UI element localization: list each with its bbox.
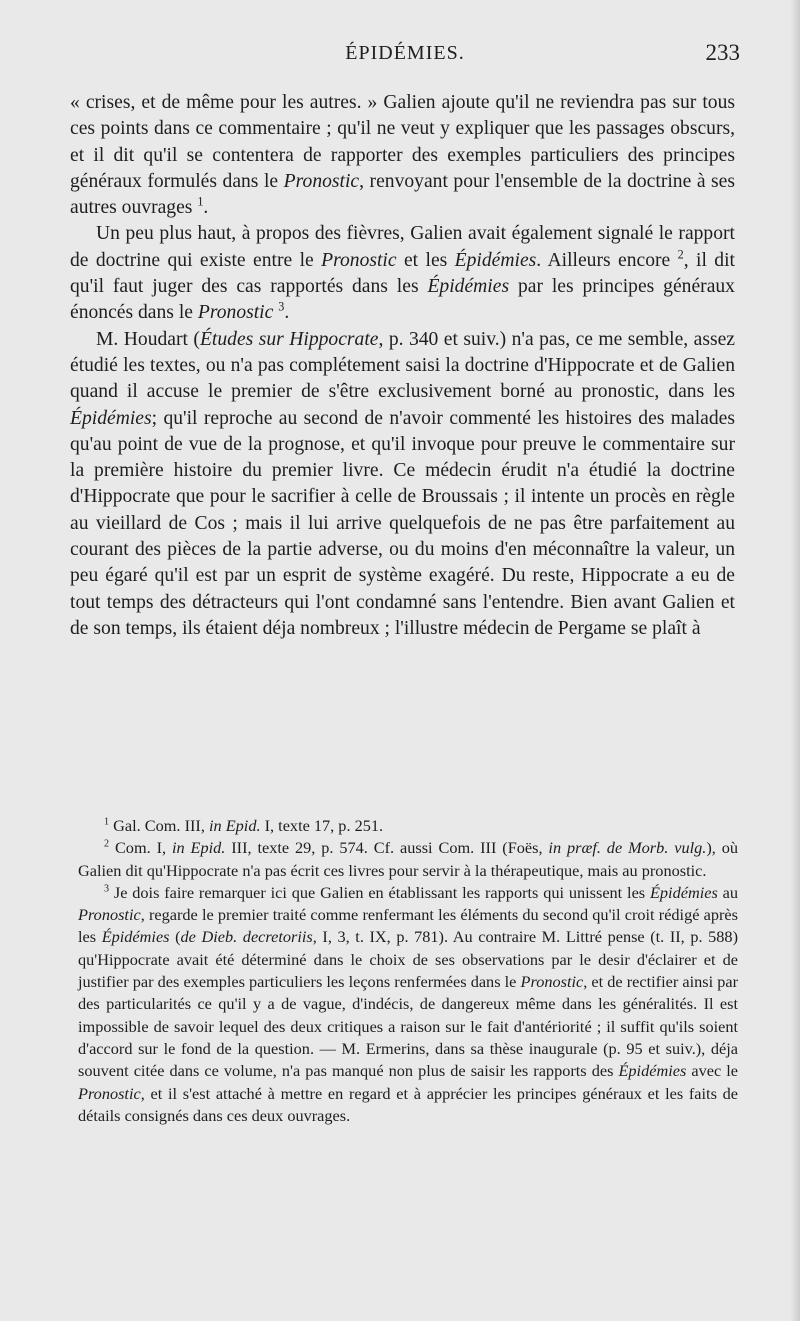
italic-text: Pronostic [321,249,397,271]
text-run: . Ailleurs encore [536,249,678,271]
footnote-marker: 3 [278,299,285,314]
text-run: Je dois faire remarquer ici que Galien en établissant les rapports qui unissent les [109,882,650,902]
italic-text: Épidémies [649,882,718,902]
text-run: , renvoyant pour l'ensemble de la doctrine à ses autres ouvrages [70,170,735,219]
paragraph [70,327,735,643]
footnotes [78,815,738,1127]
italic-text: Épidémies [427,276,510,298]
italic-text: Épidémies [618,1061,687,1081]
paragraph [70,221,735,326]
italic-text: Pronostic [520,972,584,992]
footnote-marker: 1 [197,194,204,209]
text-run: , p. 340 et suiv.) n'a pas, ce me semble, assez étudié les textes, ou n'a pas complétement saisi la doctrine d'Hippocrate et de Galien quand il accuse le premier de s'être exclusivement borné au pronostic, dans les [70,328,735,403]
italic-text: Épidémies [70,407,152,429]
italic-text: Épidémies [454,249,537,271]
paragraph [70,90,735,221]
footnote-marker: 2 [104,838,110,850]
italic-text: Études sur Hippocrate [199,328,379,350]
italic-text: in Epid. [171,838,226,858]
text-run: , et il s'est attaché à mettre en regard et à apprécier les principes généraux et les faits de détails consignés dans ces deux ouvrages. [78,1083,738,1125]
text-run: et les [396,249,455,271]
text-run: au [717,882,738,902]
text-run: ; qu'il reproche au second de n'avoir commenté les histoires des malades qu'au point de vue de la prognose, et qu'il invoque pour preuve le commentaire sur la première histoire du premier livre. Ce médecin érudit n'a étudié la doctrine d'Hippocrate que pour le sacrifier à celle de Broussais ; il intente un procès en règle au vieillard de Cos ; mais il lui arrive quelquefois de ne pas être parfaitement au courant des pièces de la partie adverse, ou du moins d'en méconnaître la valeur, un peu égaré qu'il est par un esprit de système exagéré. Du reste, Hippocrate a eu de tout temps des détracteurs qui l'ont condamné sans l'entendre. Bien avant Galien et de son temps, ils étaient déja nombreux ; l'illustre médecin de Pergame se plaît à [70,407,735,639]
italic-text: Épidémies [101,927,170,947]
page-number: 233 [705,40,740,65]
main-text [70,90,735,642]
text-run: , I, 3, t. IX, p. 781). Au contraire M. Littré pense (t. II, p. 588) qu'Hippocrate avait été déterminé dans le choix de ses observations par le desir d'éclairer et de justifier par des exemples particuliers les leçons renfermées dans le [78,927,738,992]
text-run: Un peu plus haut, à propos des fièvres, Galien avait également signalé le rapport de doctrine qui existe entre le [70,223,735,271]
text-run: ), où Galien dit qu'Hippocrate n'a pas écrit ces livres pour servir à la thérapeutique, mais au pronostic. [78,838,738,880]
footnote [78,882,738,1127]
text-run: Com. I, [109,838,172,858]
italic-text: Pronostic [78,905,141,925]
text-run: , regarde le premier traité comme renfermant les éléments du second qu'il croit rédigé après les [78,905,738,947]
italic-text: in Epid. [208,816,261,835]
text-run: Gal. Com. III, [109,816,209,835]
text-run: . [203,197,209,219]
text-run: III, texte 29, p. 574. Cf. aussi Com. III (Foës, [225,838,549,858]
text-run: , et de rectifier ainsi par des particularités ce qu'il y a de vague, d'indécis, de dangereux même dans les généralités. Il est impossible de savoir lequel des deux critiques a raison sur le fait d'antériorité ; il suffit qu'ils soient d'accord sur le fond de la question. — M. Ermerins, dans sa thèse inaugurale (p. 95 et suiv.), déja souvent citée dans ce volume, n'a pas manqué non plus de saisir les rapports des [78,972,739,1081]
footnote-marker: 2 [677,247,684,262]
text-run: , il dit qu'il faut juger des cas rapportés dans les [70,249,735,298]
page-header [70,36,740,76]
italic-text: Pronostic [283,170,360,192]
italic-text: Pronostic [197,302,274,324]
footnote [78,837,738,882]
footnote-marker: 3 [104,883,110,895]
text-run: M. Houdart ( [96,328,200,350]
italic-text: in præf. de Morb. vulg. [548,838,707,858]
italic-text: de Dieb. decretoriis [180,927,313,947]
text-run: ( [169,927,181,947]
text-run: . [284,302,290,324]
footnote-marker: 1 [104,816,110,828]
page-edge-shadow [790,0,800,1321]
footnote [78,815,738,837]
text-run: I, texte 17, p. 251. [260,816,384,835]
running-title: ÉPIDÉMIES. [345,42,465,64]
italic-text: Pronostic [78,1083,141,1103]
text-run: « crises, et de même pour les autres. » Galien ajoute qu'il ne reviendra pas sur tous ces points dans ce commentaire ; qu'il ne veut y expliquer que les passages obscurs, et il dit qu'il se contentera de rapporter des exemples particuliers des principes généraux formulés dans le [70,92,735,192]
text-run: avec le [686,1061,738,1081]
text-run: par les principes généraux énoncés dans le [70,276,735,324]
